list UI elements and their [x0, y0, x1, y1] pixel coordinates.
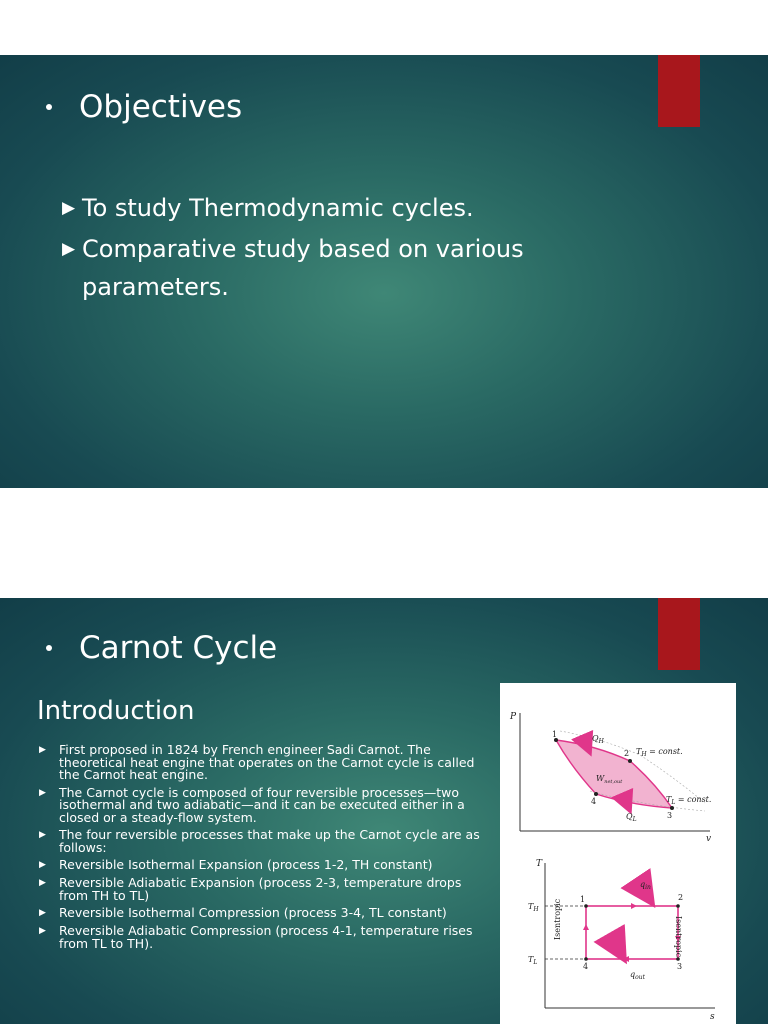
slide-title-text: Objectives: [79, 89, 243, 125]
ts-th-label: $T_H$: [528, 902, 539, 913]
pv-point-2-label: 2: [624, 749, 630, 758]
pv-ql-label: $Q_L$: [626, 812, 637, 823]
ts-isentropic-right: Isentropic: [674, 916, 683, 958]
triangle-bullet-icon: ▶: [39, 878, 46, 888]
triangle-bullet-icon: ▶: [39, 787, 46, 798]
ts-cycle-rect: [586, 906, 678, 959]
ts-point-4: [584, 957, 588, 961]
pv-point-2: [628, 759, 632, 763]
pv-x-label: v: [706, 834, 712, 844]
list-item-text: Reversible Adiabatic Expansion (process 2-3, temperature drops from TH to TL): [59, 875, 462, 903]
ts-y-label: T: [536, 859, 543, 869]
ts-x-label: s: [710, 1012, 715, 1022]
ts-point-4-label: 4: [583, 962, 589, 971]
pv-w-label: $W_{net,out}$: [596, 774, 623, 785]
ts-diagram: [528, 859, 715, 1022]
list-item: [62, 230, 662, 306]
triangle-bullet-icon: ▶: [39, 745, 46, 755]
accent-tab: [658, 55, 700, 127]
ts-qin-label: $q_{in}$: [640, 880, 651, 891]
pv-point-3-label: 3: [667, 811, 673, 820]
slide-title: [46, 630, 277, 666]
ts-point-1: [584, 904, 588, 908]
list-item-text: Reversible Adiabatic Compression (process 4-1, temperature rises from TL to TH).: [59, 923, 473, 951]
list-item: [39, 925, 487, 950]
ts-point-3: [676, 957, 680, 961]
triangle-bullet-icon: ▶: [62, 198, 76, 218]
list-item: [39, 829, 487, 854]
ts-isentropic-left: Isentropic: [553, 898, 562, 940]
slide-carnot-cycle: [0, 598, 768, 1024]
list-item: [39, 907, 487, 920]
carnot-diagrams-svg: [500, 683, 736, 1024]
triangle-bullet-icon: ▶: [39, 860, 46, 870]
ts-tl-label: $T_L$: [528, 955, 538, 966]
list-item-text: Reversible Isothermal Expansion (process 1-2, TH constant): [59, 857, 433, 872]
pv-point-4: [594, 792, 598, 796]
pv-y-label: P: [510, 712, 517, 722]
slide-title: [46, 89, 242, 125]
ts-point-2: [676, 904, 680, 908]
objectives-list: [62, 189, 662, 309]
accent-tab: [658, 598, 700, 670]
pv-qh-label: $Q_H$: [592, 734, 604, 745]
ts-point-3-label: 3: [677, 962, 683, 971]
ts-point-2-label: 2: [678, 893, 684, 902]
triangle-bullet-icon: ▶: [39, 830, 46, 840]
list-item: [39, 784, 487, 825]
bullet-icon: [46, 104, 52, 110]
slide-title-text: Carnot Cycle: [79, 630, 278, 666]
ts-qin-arrow: [644, 891, 652, 903]
list-item-text: Reversible Isothermal Compression (process 3-4, TL constant): [59, 905, 447, 920]
list-item: [39, 877, 487, 902]
bullet-icon: [46, 645, 52, 651]
list-item-text: The Carnot cycle is composed of four reversible processes—two isothermal and two adiabatic—and it can be executed either in a closed or a steady-flow system.: [59, 784, 465, 825]
list-item-text: To study Thermodynamic cycles.: [82, 194, 474, 222]
section-heading: Introduction: [37, 696, 195, 726]
pv-point-4-label: 4: [591, 797, 597, 806]
pv-point-3: [670, 806, 674, 810]
ts-qout-label: $q_{out}$: [630, 970, 646, 981]
triangle-bullet-icon: ▶: [39, 908, 46, 918]
carnot-diagrams-figure: [500, 683, 736, 1024]
pv-point-1-label: 1: [552, 730, 558, 739]
triangle-bullet-icon: ▶: [39, 926, 46, 936]
triangle-bullet-icon: ▶: [62, 239, 76, 259]
list-item: [39, 744, 487, 782]
ts-qout-arrow: [616, 945, 624, 959]
list-item-text: Comparative study based on various parameters.: [82, 235, 524, 301]
pv-diagram: [509, 712, 711, 844]
list-item-text: The four reversible processes that make up the Carnot cycle are as follows:: [59, 827, 480, 855]
list-item: [39, 859, 487, 872]
list-item-text: First proposed in 1824 by French engineer Sadi Carnot. The theoretical heat engine that operates on the Carnot cycle is called the Carnot heat engine.: [59, 742, 475, 782]
list-item: [62, 189, 662, 227]
ts-point-1-label: 1: [580, 895, 586, 904]
intro-list: [39, 744, 487, 955]
slide-objectives: [0, 55, 768, 488]
pv-th-label: $T_H$ = const.: [636, 747, 683, 758]
pv-tl-label: $T_L$ = const.: [666, 795, 712, 806]
